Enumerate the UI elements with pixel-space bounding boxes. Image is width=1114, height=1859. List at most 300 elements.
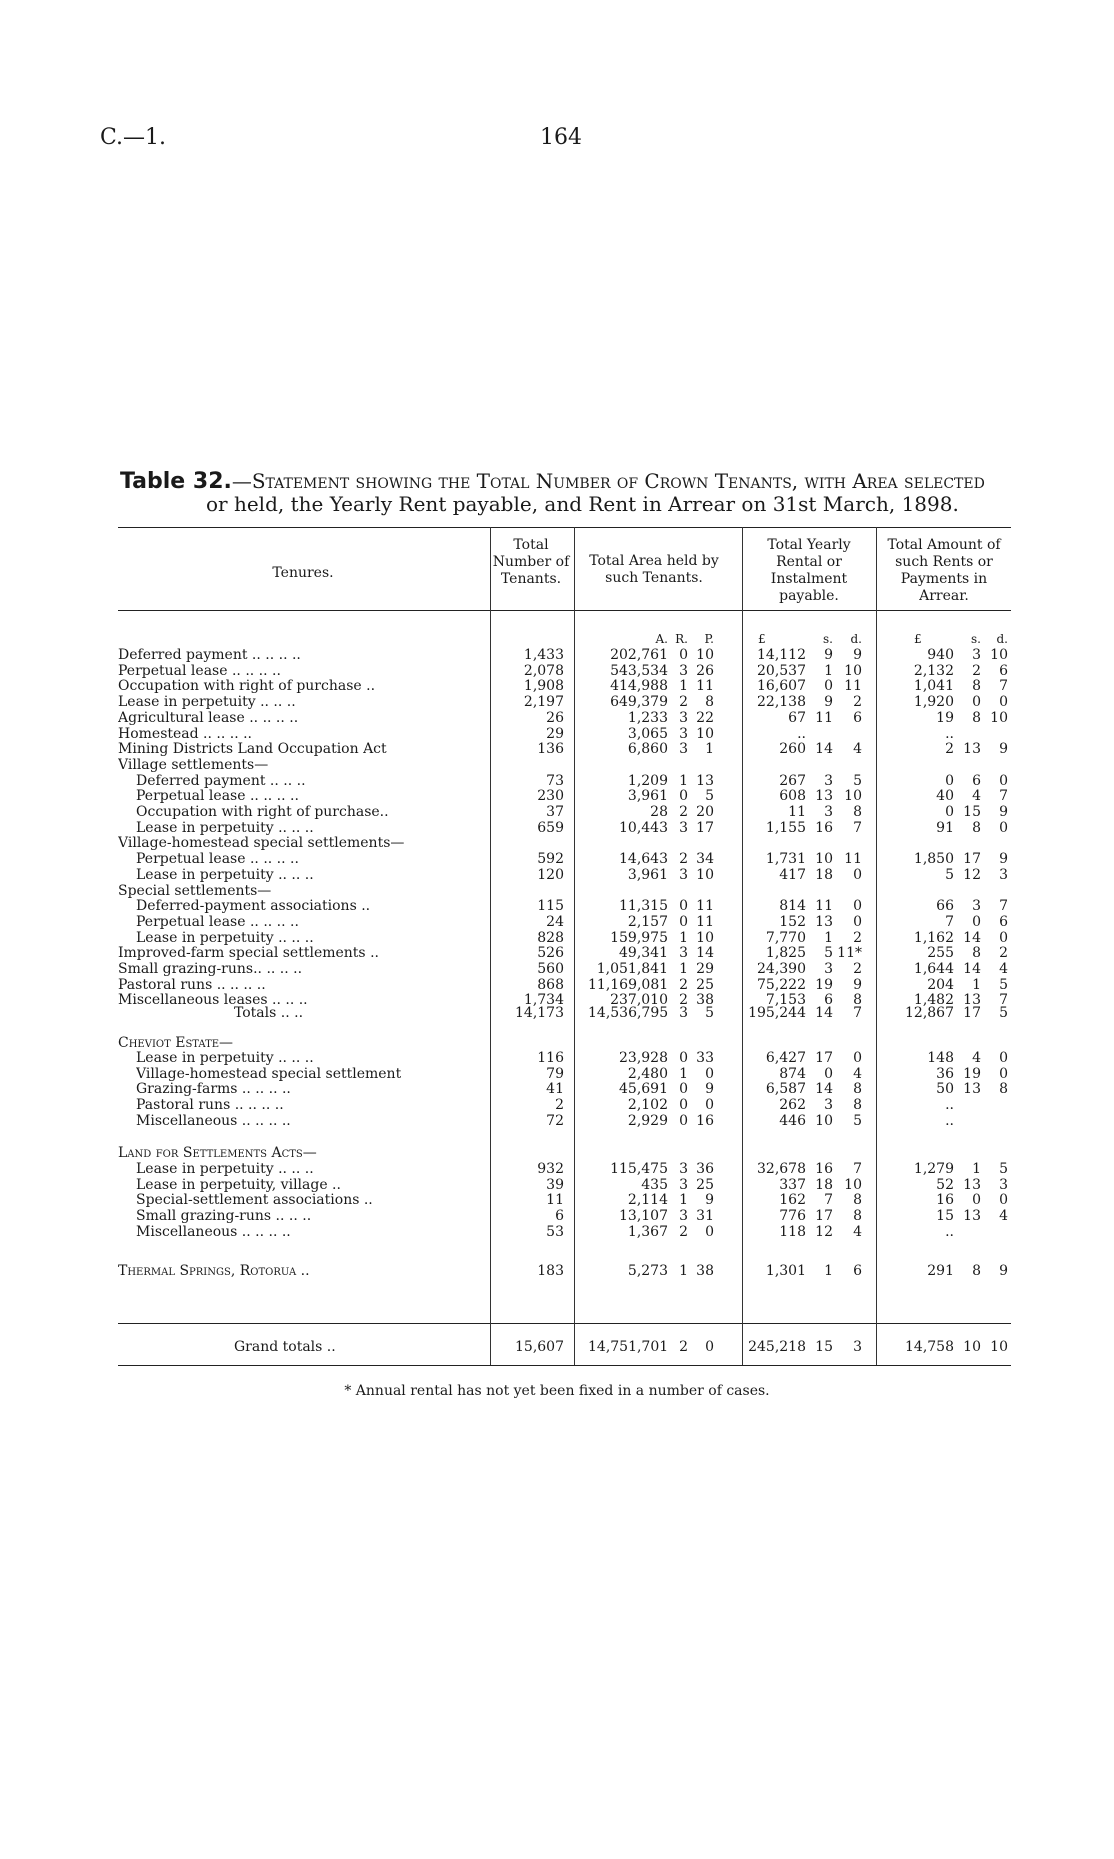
cell-n: 2,197 <box>523 694 564 711</box>
cell-rl: 195,244 <box>748 1005 806 1021</box>
cell-rd: 8 <box>853 1097 862 1114</box>
col-header-number: Total Number of Tenants. <box>492 537 570 587</box>
cell-p: 10 <box>696 929 714 946</box>
cell-rs: 11 <box>815 709 833 726</box>
cell-al: 7 <box>945 913 954 930</box>
cell-n: 72 <box>546 1112 564 1129</box>
cell-rl: 337 <box>779 1176 806 1193</box>
cell-al: 148 <box>927 1050 954 1066</box>
cell-rs: 3 <box>824 772 833 789</box>
cell-ad: 10 <box>990 709 1008 726</box>
cell-n: 11 <box>546 1192 564 1209</box>
cell-al: 1,162 <box>913 929 954 946</box>
cell-p: 20 <box>696 804 714 820</box>
cell-as: 0 <box>972 694 981 711</box>
cell-as: 1 <box>972 1161 981 1177</box>
cell-ad: 7 <box>999 788 1008 805</box>
cell-al: 16 <box>936 1192 954 1209</box>
cell-a: 202,761 <box>610 647 668 663</box>
cell-rl: 6,587 <box>765 1081 806 1098</box>
cell-a: 5,273 <box>627 1263 668 1279</box>
cell-p: 31 <box>696 1208 714 1225</box>
cell-rl: 7,770 <box>765 929 806 946</box>
cell-r: 2 <box>679 804 688 820</box>
cell-n: 932 <box>537 1161 564 1177</box>
cell-rs: 3 <box>824 961 833 977</box>
cell-rs: 10 <box>815 851 833 868</box>
cell-n: 15,607 <box>515 1339 564 1355</box>
cell-al: 1,482 <box>913 992 954 1009</box>
tenure-label: Special-settlement associations .. <box>136 1192 373 1209</box>
document-reference: C.—1. <box>100 125 167 150</box>
cell-al: 5 <box>945 866 954 883</box>
cell-rl: 1,731 <box>765 851 806 868</box>
cell-as: 14 <box>963 961 981 977</box>
cell-as: 8 <box>972 1263 981 1279</box>
cell-rd: 8 <box>853 992 862 1009</box>
cell-n: 526 <box>537 945 564 962</box>
cell-ad: 5 <box>999 1005 1008 1021</box>
cell-a: 28 <box>650 804 668 820</box>
cell-p: 38 <box>696 992 714 1009</box>
cell-n: 2,078 <box>523 662 564 679</box>
cell-al: 15 <box>936 1208 954 1225</box>
cell-n: 828 <box>537 929 564 946</box>
cell-rd: 8 <box>853 1081 862 1098</box>
cell-r: 1 <box>679 961 688 977</box>
tenure-label: Miscellaneous .. .. .. .. <box>136 1223 291 1240</box>
cell-rl: 7,153 <box>765 992 806 1009</box>
cell-n: 26 <box>546 709 564 726</box>
cell-rd: 2 <box>853 961 862 977</box>
cell-rl: 267 <box>779 772 806 789</box>
cell-al: 91 <box>936 819 954 836</box>
cell-al: .. <box>945 725 954 742</box>
cell-rd: 9 <box>853 976 862 993</box>
cell-r: 0 <box>679 1097 688 1114</box>
cell-a: 435 <box>641 1176 668 1193</box>
cell-rl: 776 <box>779 1208 806 1225</box>
cell-rl: 874 <box>779 1065 806 1082</box>
tenure-label: Perpetual lease .. .. .. .. <box>136 788 299 805</box>
cell-r: 0 <box>679 647 688 663</box>
cell-ad: 2 <box>999 945 1008 962</box>
cell-rs: 14 <box>815 1081 833 1098</box>
cell-p: 10 <box>696 725 714 742</box>
cell-a: 11,315 <box>619 898 668 915</box>
cell-n: 183 <box>537 1263 564 1279</box>
table-row <box>118 1208 1011 1224</box>
cell-a: 2,929 <box>627 1112 668 1129</box>
cell-rl: 1,155 <box>765 819 806 836</box>
cell-p: 10 <box>696 647 714 663</box>
cell-al: 940 <box>927 647 954 663</box>
cell-al: .. <box>945 1112 954 1129</box>
cell-r: 1 <box>679 772 688 789</box>
cell-n: 1,433 <box>523 647 564 663</box>
col-header-area: Total Area held by such Tenants. <box>589 553 719 586</box>
cell-a: 159,975 <box>610 929 668 946</box>
cell-r: 3 <box>679 1176 688 1193</box>
cell-rd: 0 <box>853 1050 862 1066</box>
cell-ad: 0 <box>999 1192 1008 1209</box>
cell-as: 1 <box>972 976 981 993</box>
section-heading-row <box>118 1145 1011 1161</box>
cell-as: 19 <box>963 1065 981 1082</box>
cell-ad: 7 <box>999 898 1008 915</box>
cell-as: 2 <box>972 662 981 679</box>
cell-rs: 0 <box>824 678 833 695</box>
tenure-label: Deferred-payment associations .. <box>136 898 371 915</box>
cell-al: 1,644 <box>913 961 954 977</box>
tenure-label: Deferred payment .. .. .. .. <box>118 647 301 663</box>
cell-ad: 3 <box>999 1176 1008 1193</box>
cell-rd: 10 <box>844 788 862 805</box>
cell-al: 1,041 <box>913 678 954 695</box>
cell-rl: 67 <box>788 709 806 726</box>
table-title <box>120 470 1015 516</box>
tenure-label: Improved-farm special settlements .. <box>118 945 379 962</box>
cell-a: 2,157 <box>627 913 668 930</box>
table-row <box>118 804 1011 820</box>
cell-rs: 0 <box>824 1065 833 1082</box>
cell-r: 0 <box>679 898 688 915</box>
cell-n: 41 <box>546 1081 564 1098</box>
unit-acres: A. <box>655 632 668 646</box>
cell-rl: 446 <box>779 1112 806 1129</box>
cell-rs: 18 <box>815 866 833 883</box>
tenure-label: Small grazing-runs .. .. .. <box>136 1208 312 1225</box>
tenure-label: Pastoral runs .. .. .. .. <box>118 976 266 993</box>
cell-rd: 7 <box>853 1161 862 1177</box>
cell-rs: 19 <box>815 976 833 993</box>
cell-rs: 3 <box>824 1097 833 1114</box>
cell-al: 204 <box>927 976 954 993</box>
tenure-label: Perpetual lease .. .. .. .. <box>136 913 299 930</box>
tenure-label: Occupation with right of purchase.. <box>136 804 389 820</box>
cell-as: 4 <box>972 788 981 805</box>
cell-as: 6 <box>972 772 981 789</box>
cell-rl: 16,607 <box>757 678 806 695</box>
cell-ad: 6 <box>999 662 1008 679</box>
cell-ad: 4 <box>999 961 1008 977</box>
tenure-label: Homestead .. .. .. .. <box>118 725 253 742</box>
section-heading-row <box>118 757 1011 773</box>
cell-p: 34 <box>696 851 714 868</box>
cell-rl: 152 <box>779 913 806 930</box>
cell-n: 116 <box>537 1050 564 1066</box>
cell-a: 11,169,081 <box>588 976 669 993</box>
table-row <box>118 977 1011 993</box>
cell-rd: 4 <box>853 741 862 758</box>
cell-p: 29 <box>696 961 714 977</box>
tenure-label: Perpetual lease .. .. .. .. <box>136 851 299 868</box>
cell-r: 0 <box>679 1081 688 1098</box>
cell-ad: 9 <box>999 851 1008 868</box>
cell-rs: 18 <box>815 1176 833 1193</box>
cell-r: 3 <box>679 945 688 962</box>
cell-n: 230 <box>537 788 564 805</box>
cell-rd: 6 <box>853 709 862 726</box>
cell-a: 2,480 <box>627 1065 668 1082</box>
section-heading: Special settlements— <box>118 882 272 899</box>
cell-rl: 814 <box>779 898 806 915</box>
cell-rd: 0 <box>853 898 862 915</box>
cell-as: 8 <box>972 678 981 695</box>
cell-r: 1 <box>679 1263 688 1279</box>
cell-rs: 9 <box>824 694 833 711</box>
cell-rd: 2 <box>853 694 862 711</box>
cell-p: 11 <box>696 678 714 695</box>
cell-rs: 6 <box>824 992 833 1009</box>
cell-p: 33 <box>696 1050 714 1066</box>
cell-p: 0 <box>705 1223 714 1240</box>
table-row <box>118 663 1011 679</box>
cell-rd: 3 <box>853 1339 862 1355</box>
table-row <box>118 867 1011 883</box>
cell-r: 3 <box>679 741 688 758</box>
cell-p: 1 <box>705 741 714 758</box>
cell-n: 37 <box>546 804 564 820</box>
cell-p: 9 <box>705 1081 714 1098</box>
cell-a: 1,367 <box>627 1223 668 1240</box>
tenure-label: Lease in perpetuity .. .. .. <box>136 1050 314 1066</box>
cell-rs: 1 <box>824 662 833 679</box>
cell-p: 25 <box>696 976 714 993</box>
cell-as: 8 <box>972 709 981 726</box>
cell-rd: 8 <box>853 1192 862 1209</box>
col-header-arrears: Total Amount of such Rents or Payments in Arrear. <box>887 537 1001 604</box>
cell-as: 8 <box>972 945 981 962</box>
cell-rs: 1 <box>824 929 833 946</box>
rule <box>118 1323 1011 1324</box>
cell-rd: 8 <box>853 804 862 820</box>
cell-r: 3 <box>679 1161 688 1177</box>
unit-shilling: s. <box>971 632 981 646</box>
cell-al: 0 <box>945 804 954 820</box>
cell-a: 14,751,701 <box>588 1339 669 1355</box>
cell-r: 3 <box>679 709 688 726</box>
statement-table <box>118 527 1011 1375</box>
cell-p: 16 <box>696 1112 714 1129</box>
unit-shilling: s. <box>823 632 833 646</box>
cell-a: 649,379 <box>610 694 668 711</box>
cell-ad: 5 <box>999 976 1008 993</box>
cell-ad: 4 <box>999 1208 1008 1225</box>
tenure-label: Thermal Springs, Rotorua .. <box>118 1263 310 1279</box>
table-row <box>118 1263 1011 1279</box>
cell-n: 560 <box>537 961 564 977</box>
cell-r: 3 <box>679 1208 688 1225</box>
cell-rl: 11 <box>788 804 806 820</box>
cell-p: 26 <box>696 662 714 679</box>
cell-ad: 6 <box>999 913 1008 930</box>
cell-ad: 7 <box>999 678 1008 695</box>
table-row <box>118 694 1011 710</box>
cell-rd: 7 <box>853 819 862 836</box>
cell-r: 2 <box>679 851 688 868</box>
cell-rl: 20,537 <box>757 662 806 679</box>
cell-al: 36 <box>936 1065 954 1082</box>
cell-as: 13 <box>963 992 981 1009</box>
cell-as: 17 <box>963 851 981 868</box>
cell-n: 1,908 <box>523 678 564 695</box>
cell-p: 25 <box>696 1176 714 1193</box>
table-row <box>118 930 1011 946</box>
cell-n: 136 <box>537 741 564 758</box>
cell-rd: 2 <box>853 929 862 946</box>
cell-rs: 17 <box>815 1208 833 1225</box>
cell-rd: 5 <box>853 772 862 789</box>
cell-r: 3 <box>679 819 688 836</box>
cell-a: 14,643 <box>619 851 668 868</box>
cell-rd: 4 <box>853 1065 862 1082</box>
unit-pound: £ <box>914 632 922 646</box>
cell-p: 0 <box>705 1065 714 1082</box>
cell-n: 592 <box>537 851 564 868</box>
cell-ad: 5 <box>999 1161 1008 1177</box>
tenure-label: Lease in perpetuity .. .. .. <box>136 1161 314 1177</box>
tenure-label: Occupation with right of purchase .. <box>118 678 376 695</box>
cell-a: 45,691 <box>619 1081 668 1098</box>
table-row <box>118 1005 1011 1021</box>
unit-pound: £ <box>758 632 766 646</box>
cell-rl: 32,678 <box>757 1161 806 1177</box>
cell-rd: 11* <box>837 945 862 962</box>
cell-r: 0 <box>679 1112 688 1129</box>
cell-al: 0 <box>945 772 954 789</box>
cell-rd: 6 <box>853 1263 862 1279</box>
cell-rd: 0 <box>853 866 862 883</box>
unit-pence: d. <box>996 632 1008 646</box>
cell-as: 3 <box>972 647 981 663</box>
title-line-2: or held, the Yearly Rent payable, and Rent in Arrear on 31st March, 1898. <box>206 492 959 516</box>
cell-rl: 162 <box>779 1192 806 1209</box>
table-row <box>118 1339 1011 1355</box>
cell-r: 1 <box>679 678 688 695</box>
table-row <box>118 1192 1011 1208</box>
cell-rl: .. <box>797 725 806 742</box>
page-number: 164 <box>540 125 582 150</box>
cell-al: 1,920 <box>913 694 954 711</box>
cell-rs: 15 <box>815 1339 833 1355</box>
table-row <box>118 851 1011 867</box>
table-row <box>118 647 1011 663</box>
cell-n: 659 <box>537 819 564 836</box>
cell-rd: 11 <box>844 851 862 868</box>
cell-ad: 0 <box>999 1050 1008 1066</box>
cell-as: 12 <box>963 866 981 883</box>
cell-ad: 10 <box>990 1339 1008 1355</box>
cell-p: 5 <box>705 788 714 805</box>
cell-as: 0 <box>972 913 981 930</box>
cell-as: 14 <box>963 929 981 946</box>
table-row <box>118 820 1011 836</box>
cell-p: 11 <box>696 898 714 915</box>
cell-p: 5 <box>705 1005 714 1021</box>
table-row <box>118 1066 1011 1082</box>
cell-ad: 0 <box>999 1065 1008 1082</box>
cell-rs: 11 <box>815 898 833 915</box>
cell-al: 1,850 <box>913 851 954 868</box>
cell-r: 2 <box>679 992 688 1009</box>
cell-n: 1,734 <box>523 992 564 1009</box>
cell-rs: 16 <box>815 1161 833 1177</box>
cell-al: 1,279 <box>913 1161 954 1177</box>
cell-ad: 0 <box>999 819 1008 836</box>
cell-al: 40 <box>936 788 954 805</box>
rule <box>118 1365 1011 1366</box>
cell-n: 29 <box>546 725 564 742</box>
cell-rl: 1,301 <box>765 1263 806 1279</box>
table-row <box>118 945 1011 961</box>
table-row <box>118 710 1011 726</box>
cell-rl: 14,112 <box>757 647 806 663</box>
section-heading-row <box>118 883 1011 899</box>
cell-p: 36 <box>696 1161 714 1177</box>
cell-as: 8 <box>972 819 981 836</box>
unit-perches: P. <box>704 632 714 646</box>
cell-rl: 75,222 <box>757 976 806 993</box>
unit-pence: d. <box>850 632 862 646</box>
cell-a: 6,860 <box>627 741 668 758</box>
cell-rd: 8 <box>853 1208 862 1225</box>
cell-al: 66 <box>936 898 954 915</box>
cell-as: 15 <box>963 804 981 820</box>
cell-p: 14 <box>696 945 714 962</box>
cell-rl: 22,138 <box>757 694 806 711</box>
cell-n: 868 <box>537 976 564 993</box>
table-row <box>118 788 1011 804</box>
cell-p: 0 <box>705 1097 714 1114</box>
cell-rl: 262 <box>779 1097 806 1114</box>
cell-p: 9 <box>705 1192 714 1209</box>
cell-al: 50 <box>936 1081 954 1098</box>
cell-r: 1 <box>679 1065 688 1082</box>
tenure-label: Lease in perpetuity .. .. .. <box>136 866 314 883</box>
cell-rs: 9 <box>824 647 833 663</box>
cell-r: 2 <box>679 1223 688 1240</box>
cell-al: .. <box>945 1097 954 1114</box>
cell-n: 53 <box>546 1223 564 1240</box>
cell-rd: 5 <box>853 1112 862 1129</box>
cell-a: 1,233 <box>627 709 668 726</box>
tenure-label: Totals .. .. <box>234 1005 304 1021</box>
tenure-label: Deferred payment .. .. .. <box>136 772 306 789</box>
rule <box>118 610 1011 611</box>
cell-n: 14,173 <box>515 1005 564 1021</box>
cell-r: 0 <box>679 1050 688 1066</box>
section-heading: Cheviot Estate— <box>118 1035 234 1051</box>
tenure-label: Agricultural lease .. .. .. .. <box>118 709 299 726</box>
cell-a: 49,341 <box>619 945 668 962</box>
table-row <box>118 1081 1011 1097</box>
cell-ad: 10 <box>990 647 1008 663</box>
cell-as: 13 <box>963 1208 981 1225</box>
table-row <box>118 1224 1011 1240</box>
cell-a: 13,107 <box>619 1208 668 1225</box>
cell-al: 291 <box>927 1263 954 1279</box>
cell-r: 3 <box>679 1005 688 1021</box>
table-row <box>118 1113 1011 1129</box>
cell-a: 3,961 <box>627 866 668 883</box>
cell-rd: 4 <box>853 1223 862 1240</box>
cell-r: 3 <box>679 725 688 742</box>
units-row <box>118 631 1011 647</box>
cell-n: 24 <box>546 913 564 930</box>
tenure-label: Lease in perpetuity .. .. .. <box>118 694 296 711</box>
tenure-label: Miscellaneous .. .. .. .. <box>136 1112 291 1129</box>
